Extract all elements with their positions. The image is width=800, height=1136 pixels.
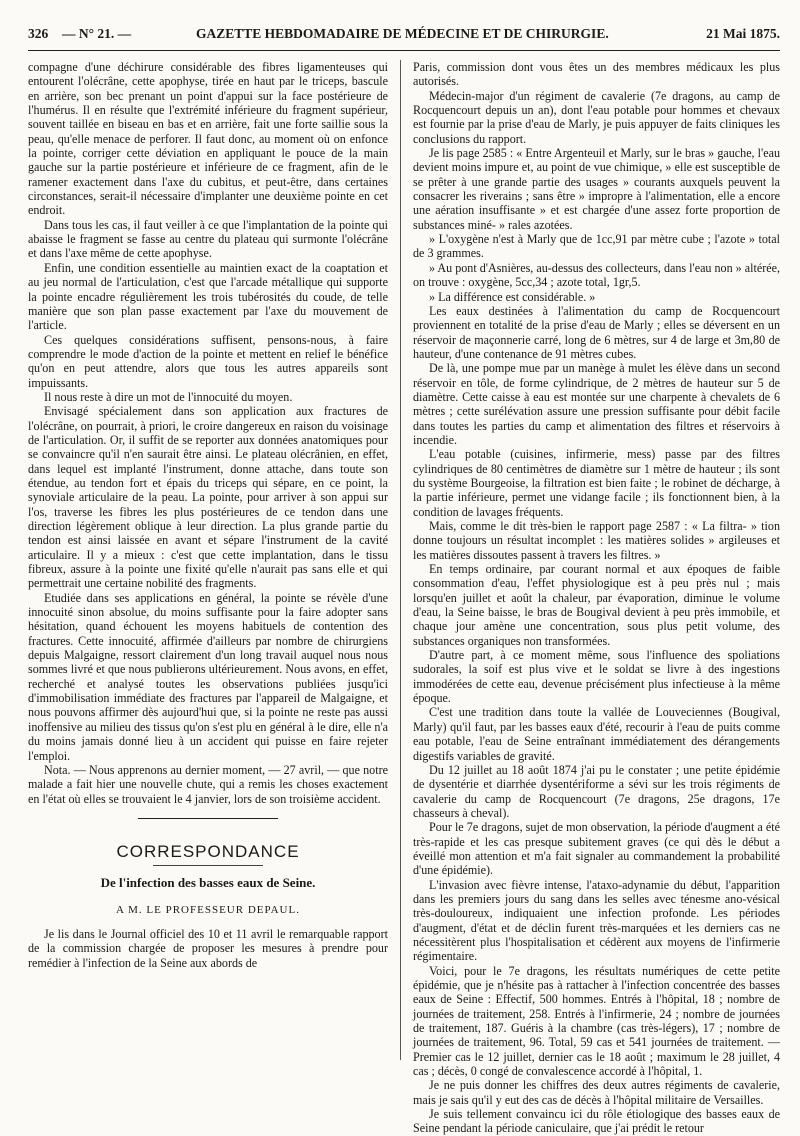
paragraph: compagne d'une déchirure considérable des fibres ligamenteuses qui entourent l'olécrâne, cette apophyse, tirée en haut par le triceps, bascule en arrière, son bec prenant un point d'appui sur la face postérieure de l'humérus. Il en résulte que l'extrémité inférieure du fragment supérieur, souvent taillée en biseau en bas et en arrière, fait une forte saillie sous la peau, qu'elle menace de perforer. Il faut donc, au moment où on enfonce la pointe, corriger cette déviation en appliquant le pouce de la main gauche sur la partie postérieure et inférieure de ce fragment, afin de le ramener exactement dans l'axe du cubitus, et peut-être, dans certaines circonstances, serait-il nécessaire d'implanter une deuxième pointe en cet endroit.: [28, 60, 388, 218]
paragraph: Paris, commission dont vous êtes un des membres médicaux les plus autorisés.: [413, 60, 780, 89]
left-column: [28, 60, 388, 1060]
paragraph: Voici, pour le 7e dragons, les résultats numériques de cette petite épidémie, que je n'hésite pas à rattacher à l'infection concentrée des basses eaux de Seine : Effectif, 500 hommes. Entrés à l'hôpital, 18 ; nombre de journées de traitement, 258. Entrés à l'infirmerie, 24 ; nombre de journées de traitement, 187. Guéris à la chambre (cas très-légers), 17 ; nombre de journées de traitement, 96. Total, 59 cas et 541 journées de traitement. — Premier cas le 12 juillet, dernier cas le 18 août ; maximum le 28 juillet, 4 cas ; décès, 0 congé de convalescence accordé à l'hôpital, 1.: [413, 963, 780, 1079]
issue-number: — N° 21. —: [62, 26, 132, 41]
paragraph: D'autre part, à ce moment même, sous l'influence des spoliations sudorales, la soif est plus vive et le soldat se livre à des ingestions immodérées de cette eau, devenue précisément plus infectieuse à la même époque.: [413, 648, 780, 706]
paragraph: Mais, comme le dit très-bien le rapport page 2587 : « La filtra- » tion donne toujours un résultat incomplet : les matières solides » argileuses et les matières dissoutes passent à travers les filtres. »: [413, 519, 780, 562]
page-header: [28, 22, 780, 48]
quote-paragraph: » La différence est considérable. »: [429, 289, 596, 304]
paragraph: Je lis dans le Journal officiel des 10 et 11 avril le remarquable rapport de la commission chargée de proposer les mesures à prendre pour remédier à l'infection de la Seine aux abords de: [28, 926, 388, 970]
paragraph: Je suis tellement convaincu ici du rôle étiologique des basses eaux de Seine pendant la période caniculaire, que j'ai prédit le retour: [413, 1107, 780, 1136]
paragraph: Dans tous les cas, il faut veiller à ce que l'implantation de la pointe qui abaisse le fragment se fasse au centre du plateau qui surmonte l'olécrâne et dans l'axe même de cette apophyse.: [28, 217, 388, 261]
paragraph: Envisagé spécialement dans son application aux fractures de l'olécrâne, on pourrait, à priori, le croire dangereux en raison du voisinage de l'articulation. Or, il suffit de se reporter aux données anatomiques pour se convaincre qu'il n'en saurait être ainsi. Le plateau olécrânien, en effet, dans lequel est implanté l'instrument, donne attache, dans toute son étendue, au tendon fort et épais du triceps qui sépare, en ce point, la synoviale articulaire de la peau. La pointe, pour arriver à son appui sur l'os, traverse les fibres les plus postérieures de ce tendon dans une direction légèrement oblique à leur direction. La plus grande partie du tendon est ainsi laissée en avant et sépare l'instrument de la cavité articulaire. Il y a mieux : c'est que cette implantation, dans le tissu fibreux, assure à la pointe une fixité qu'elle n'aurait pas sans elle et qui permettrait une certaine nobilité des fragments.: [28, 404, 388, 591]
right-column: [413, 60, 780, 1136]
paragraph: Pour le 7e dragons, sujet de mon observation, la période d'augment a été très-rapide et les cas presque subitement graves (ce qui dès le début a éveillé mon attention et m'a fait signaler au commandement la probabilité d'une épidémie).: [413, 820, 780, 878]
paragraph: Ces quelques considérations suffisent, pensons-nous, à faire comprendre le mode d'action de la pointe et mettent en relief le bénéfice qu'on en peut attendre, alors que tous les autres appareils sont impuissants.: [28, 332, 388, 390]
header-rule: [28, 50, 780, 51]
paragraph: Je ne puis donner les chiffres des deux autres régiments de cavalerie, mais je sais qu'il y eut des cas de décès à l'hôpital militaire de Versailles.: [413, 1078, 780, 1107]
column-divider: [400, 60, 401, 1060]
section-rule: [153, 865, 263, 866]
paragraph: Il nous reste à dire un mot de l'innocuité du moyen.: [44, 389, 293, 404]
article-subtitle: De l'infection des basses eaux de Seine.: [100, 875, 316, 891]
paragraph: Etudiée dans ses applications en général, la pointe se révèle d'une innocuité sinon absolue, du moins suffisante pour la faire adopter sans hésitation, quand échouent les moyens habituels de contention des fractures. Cette innocuité, affirmée d'ailleurs par nombre de chirurgiens depuis Malgaigne, ressort clairement d'un long travail auquel nous nous sommes livré et que nous publierons ultérieurement. Nous avons, en effet, recherché et analysé toutes les observations publiées jusqu'ici d'immobilisation immédiate des fractures par l'appareil de Malgaigne, et nous pouvons affirmer dès aujourd'hui que, si la pointe ne reste pas aussi inoffensive au milieu des tissus qu'on s'est plu en général à le dire, elle n'a du moins jamais donné lieu à un accident qui puisse en faire rejeter l'emploi.: [28, 590, 388, 763]
paragraph: L'eau potable (cuisines, infirmerie, mess) passe par des filtres cylindriques de 80 centimètres de diamètre sur 1 mètre de hauteur ; ils sont du système Bourgeoise, la filtration est bien faite ; le robinet de décharge, à la partie inférieure, permet une vidange facile ; ils fonctionnent bien, à la condition de lavages fréquents.: [413, 447, 780, 519]
paragraph: En temps ordinaire, par courant normal et aux époques de faible consommation d'eau, l'effet physiologique est à peu près nul ; mais lorsqu'en juillet et août la chaleur, par évaporation, diminue le volume d'eau, la Seine baisse, le bras de Bougival devient à peu près immobile, et chaque jour amène une concentration, sous plus petit volume, des substances organiques non transformées.: [413, 562, 780, 648]
page-number: 326: [28, 26, 49, 41]
paragraph: Médecin-major d'un régiment de cavalerie (7e dragons, au camp de Rocquencourt depuis un an), dont l'eau potable pour hommes et chevaux est fournie par la prise d'eau de Marly, je puis appuyer de faits cliniques les conclusions du rapport.: [413, 88, 780, 146]
paragraph: Les eaux destinées à l'alimentation du camp de Rocquencourt proviennent en totalité de la prise d'eau de Marly ; elles se déversent en un réservoir de maçonnerie carré, long de 6 mètres, sur 4 de large et 3m,80 de hauteur, d'une contenance de 91 mètres cubes.: [413, 303, 780, 361]
quote-paragraph: » L'oxygène n'est à Marly que de 1cc,91 par mètre cube ; l'azote » total de 3 grammes.: [413, 232, 780, 261]
quote-paragraph: » Au pont d'Asnières, au-dessus des collecteurs, dans l'eau non » altérée, on trouve : oxygène, 5cc,34 ; azote total, 1gr,5.: [413, 260, 780, 290]
quote-paragraph: Je lis page 2585 : « Entre Argenteuil et Marly, sur le bras » gauche, l'eau devient moins impure et, au point de vue chimique, » elle est susceptible de se prêter à une grande partie des usages » courants auxquels peuvent la consacrer les riverains ; sans être » impropre à l'alimentation, elle a encore une aération insuffisante » et est chargée d'une assez forte proportion de substances miné- » rales azotées.: [413, 146, 780, 232]
separator-rule: [138, 818, 278, 819]
section-title: CORRESPONDANCE: [116, 841, 300, 861]
paragraph: De là, une pompe mue par un manège à mulet les élève dans un second réservoir en tôle, de forme cylindrique, de 2 mètres de hauteur sur 5 de diamètre. Cette caisse à eau est montée sur une charpente à chevalets de 6 mètres ; cette surélévation assure une pression suffisante pour débit facile dans toutes les parties du camp et alimentation des filtres et réservoirs à incendie.: [413, 361, 780, 447]
journal-title: GAZETTE HEBDOMADAIRE DE MÉDECINE ET DE CHIRURGIE.: [196, 26, 609, 41]
paragraph: L'invasion avec fièvre intense, l'ataxo-adynamie du début, l'apparition dans les premiers jours du sang dans les selles avec ténesme ano-vésical très-douloureux, indiquaient une infection profonde. Les périodes d'augment, d'état et de déclin furent très-marquées et les derniers cas ne nécessitèrent plus l'hospitalisation et cédèrent aux moyens de l'infirmerie régimentaire.: [413, 877, 780, 964]
nota-paragraph: Nota. — Nous apprenons au dernier moment, — 27 avril, — que notre malade a fait hier une nouvelle chute, qui a remis les choses exactement en l'état où elles se trouvaient le 4 janvier, lors de son troisième accident.: [28, 762, 388, 806]
paragraph: Du 12 juillet au 18 août 1874 j'ai pu le constater ; une petite épidémie de dysentérie et diarrhée dysentériforme a sévi sur les trois régiments de cavalerie du camp de Rocquencourt (7e dragons, 25e dragons, 17e chasseurs à cheval).: [413, 762, 780, 820]
paragraph: Enfin, une condition essentielle au maintien exact de la coaptation et au jeu normal de l'articulation, c'est que l'arcade métallique qui supporte la pointe encadre régulièrement les trois tubérosités du coude, de telle manière que son plan passe exactement par l'axe du mouvement de l'article.: [28, 260, 388, 333]
paragraph: C'est une tradition dans toute la vallée de Louveciennes (Bougival, Marly) qu'il faut, par les basses eaux d'été, recourir à l'eau de puits comme eau potable, l'eau de Seine entraînant immédiatement des dérangements digestifs variables de gravité.: [413, 705, 780, 763]
issue-date: 21 Mai 1875.: [706, 26, 780, 41]
salutation: A M. LE PROFESSEUR DEPAUL.: [116, 903, 300, 916]
